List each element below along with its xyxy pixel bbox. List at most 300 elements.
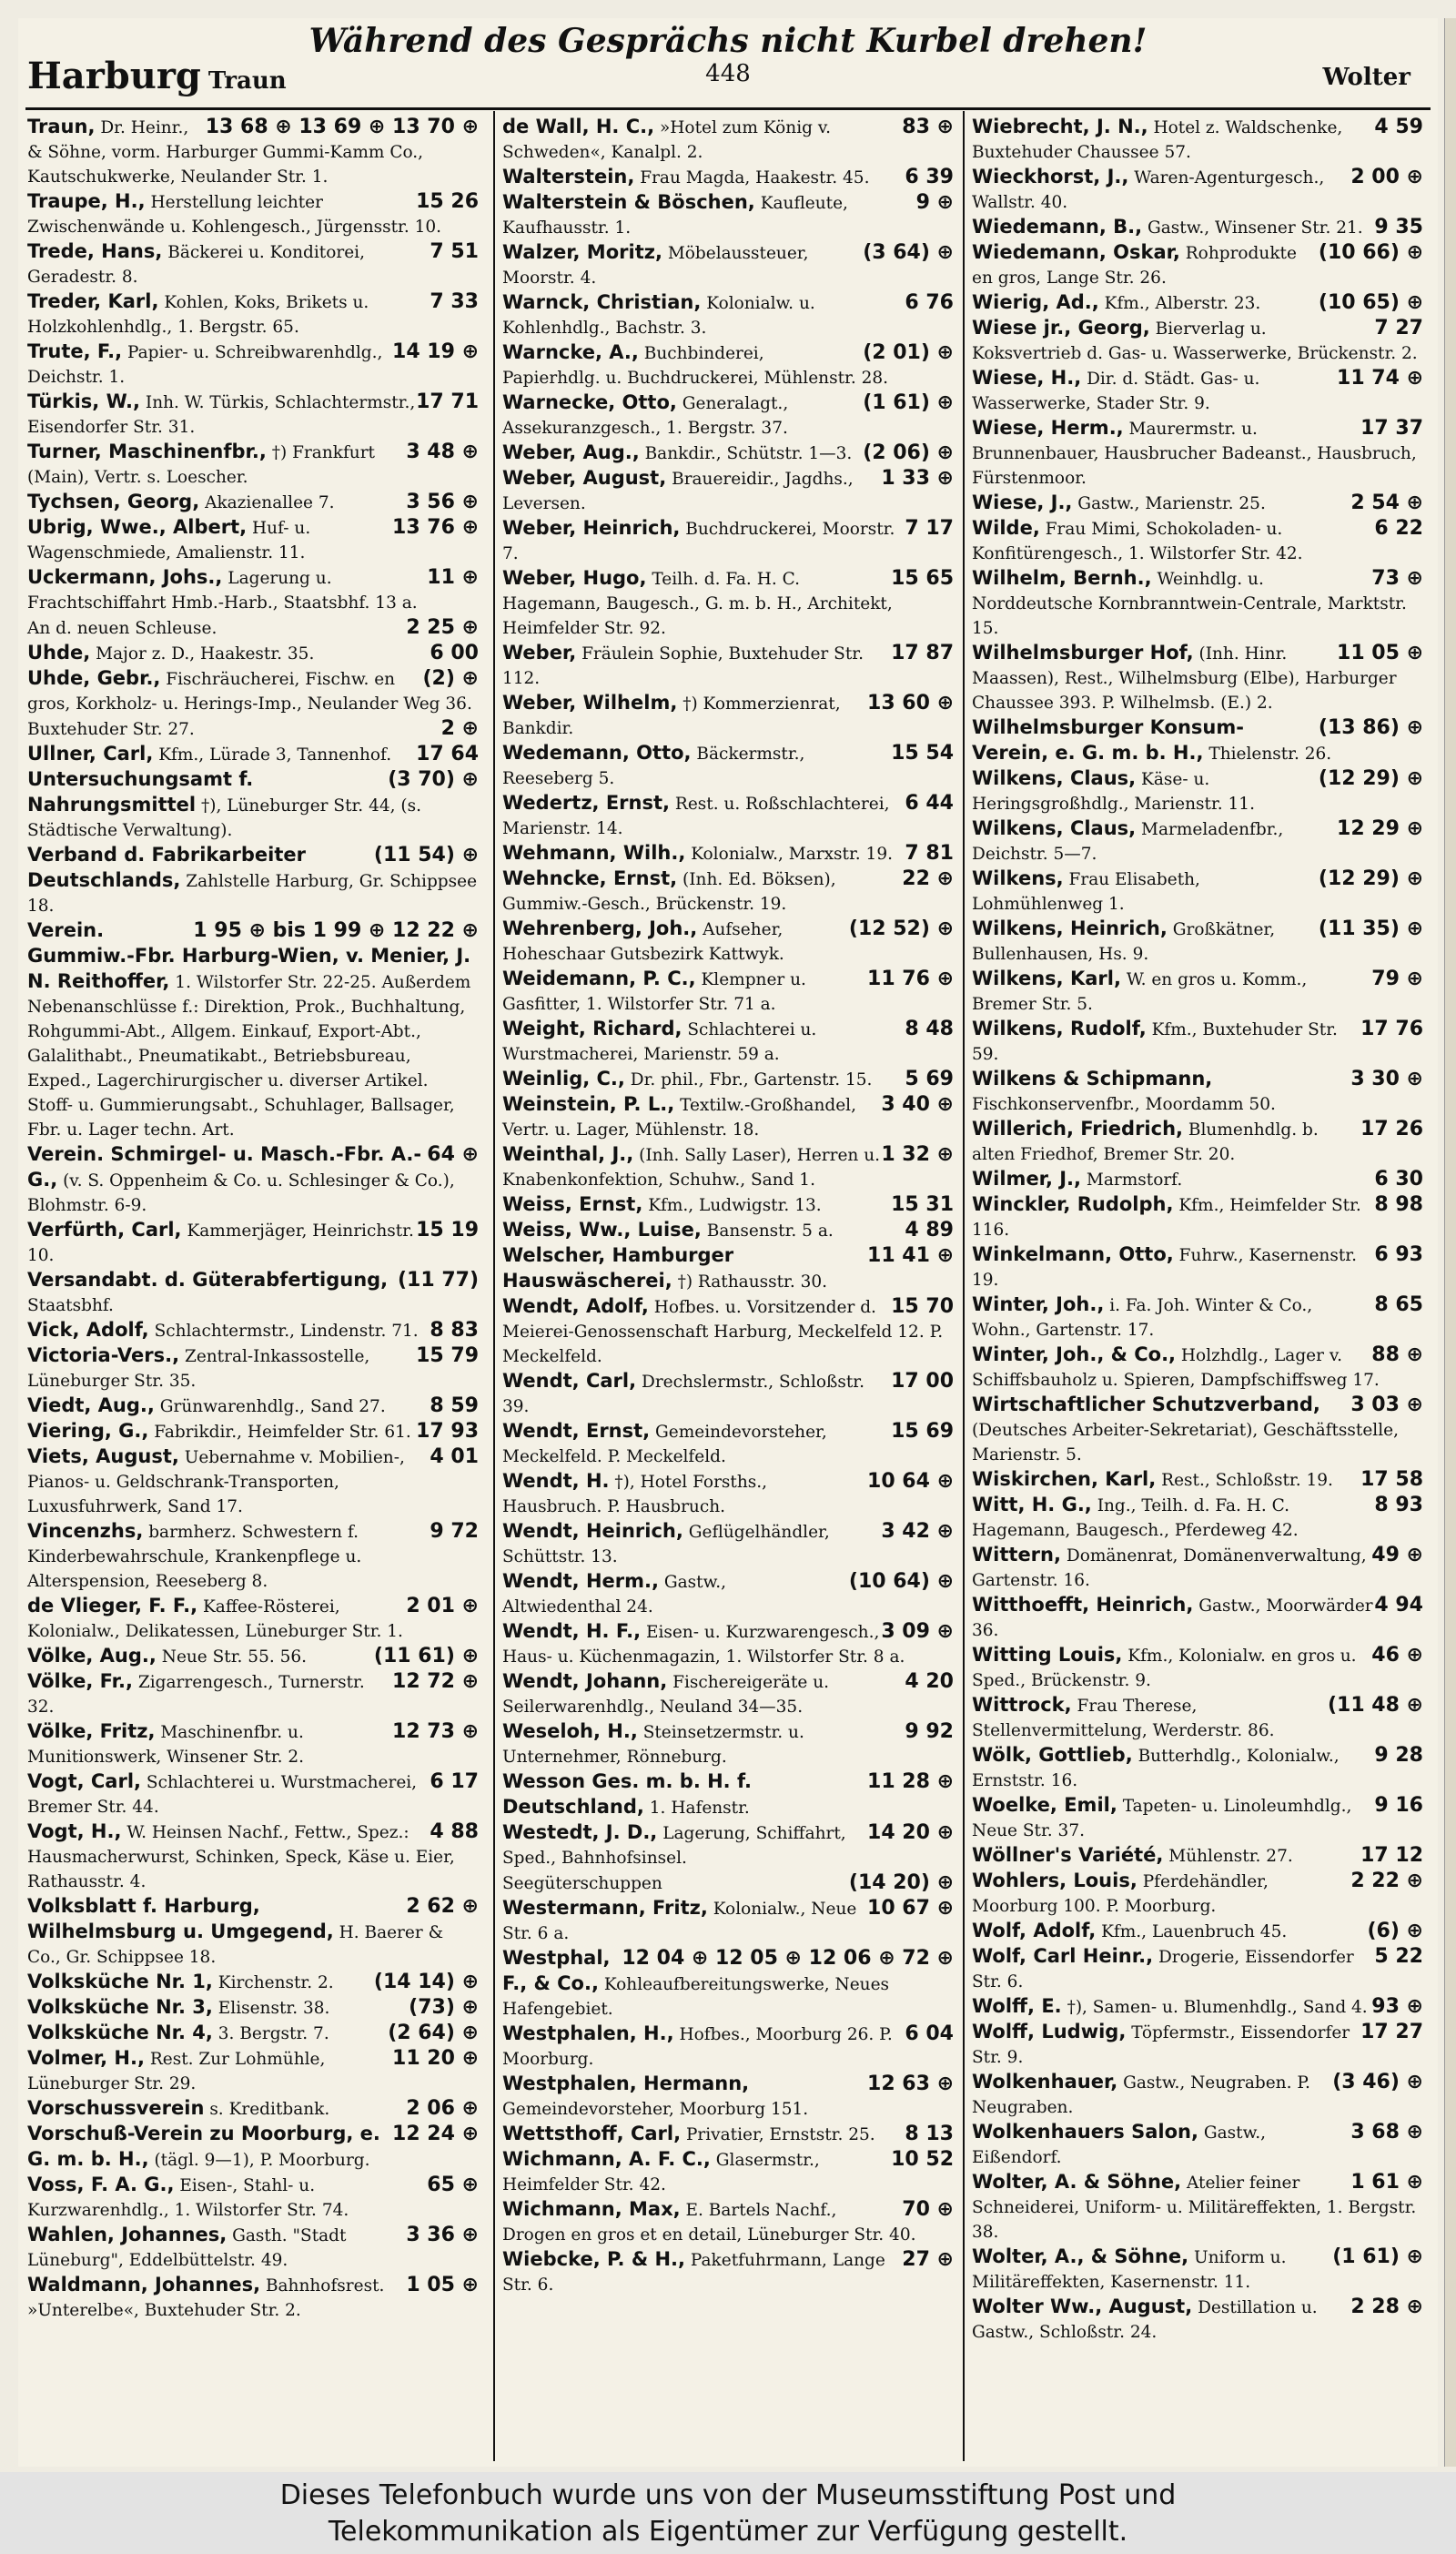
phone-number: (12 29) ⊕ [1318,867,1423,890]
entry-name: Wolter, A., & Söhne, [972,2245,1189,2267]
directory-entry [27,1669,479,1719]
entry-details: (Inh. Ed. Böksen), Gummiw.-Gesch., Brückenstr. 19. [502,870,836,914]
entry-name: Winckler, Rudolph, [972,1193,1174,1215]
entry-details: †), Hotel Forsths., Hausbruch. P. Hausbruch. [502,1473,768,1516]
entry-details: Eisen- u. Kurzwarengesch., Haus- u. Küchenmagazin, 1. Wilstorfer Str. 8 a. [502,1623,905,1667]
phone-number: 6 44 [905,792,954,815]
entry-name: Wilkens, Claus, [972,767,1137,789]
entry-name: Wilkens, Heinrich, [972,917,1168,939]
entry-name: Wolkenhauers Salon, [972,2121,1198,2143]
phone-number: (14 20) ⊕ [848,1871,954,1894]
column-1 [27,115,479,2461]
phone-number: 7 27 [1374,317,1423,340]
entry-name: Tychsen, Georg, [27,491,200,512]
entry-name: Westphalen, H., [502,2022,674,2044]
phone-number: (10 64) ⊕ [848,1570,954,1593]
phone-number: 15 31 [891,1193,954,1216]
entry-name: de Wall, H. C., [502,116,655,137]
entry-details: Drogerie, Eissendorfer Str. 6. [972,1948,1354,1992]
column-3 [972,115,1423,2461]
entry-details: Rohprodukte en gros, Lange Str. 26. [972,244,1297,288]
entry-name: Traupe, H., [27,190,146,212]
phone-number: 73 ⊕ [1371,567,1423,590]
entry-details: Blumenhdlg. b. alten Friedhof, Bremer Str. 20. [972,1120,1319,1164]
phone-number: 9 72 [430,1520,479,1543]
phone-number: 1 61 ⊕ [1350,2171,1423,2194]
directory-entry [972,641,1423,715]
city-name: Harburg [27,55,201,97]
phone-number: 79 ⊕ [1371,968,1423,990]
phone-number: 11 74 ⊕ [1337,367,1423,390]
directory-entry [27,742,479,767]
entry-details: Schlachterei u. Wurstmacherei, Bremer Str. 44. [27,1773,418,1817]
phone-number: 2 25 ⊕ [406,616,479,639]
directory-entry [27,1318,479,1343]
phone-number: 22 ⊕ [902,867,954,890]
entry-name: Volksblatt f. Harburg, Wilhelmsburg u. Umgegend, [27,1895,334,1942]
phone-number: 13 76 ⊕ [392,516,479,539]
entry-details: Geflügelhändler, Schüttstr. 13. [502,1523,830,1566]
entry-details: Fischereigeräte u. Seilerwarenhdlg., Neuland 34—35. [502,1673,830,1717]
directory-entry [502,1569,954,1619]
directory-entry [502,1294,954,1369]
phone-number: 17 93 [416,1420,479,1443]
entry-name: Treder, Karl, [27,290,159,312]
entry-name: Winter, Joh., [972,1293,1105,1315]
phone-number: 17 64 [416,743,479,765]
directory-entry [972,867,1423,917]
directory-entry [27,716,479,742]
entry-details: Rest. u. Roßschlachterei, Marienstr. 14. [502,795,890,838]
entry-details: Papier- u. Schreibwarenhdlg., Deichstr. 1. [27,343,383,387]
entry-name: Weinlig, C., [502,1068,625,1090]
entry-details: Elisenstr. 38. [217,1999,330,2018]
entry-details: Butterhdlg., Kolonialw., Ernststr. 16. [972,1747,1340,1790]
directory-entry [502,2247,954,2297]
directory-entry [972,766,1423,816]
phone-number: 5 22 [1374,1945,1423,1968]
entry-details: Möbelaussteuer, Moorstr. 4. [502,244,809,288]
phone-number: 9 ⊕ [915,191,954,214]
entry-details: Bansenstr. 5 a. [706,1221,834,1241]
column-divider [493,111,495,2461]
entry-name: Witt, H. G., [972,1494,1092,1515]
entry-name: Wehmann, Wilh., [502,842,686,864]
entry-details: Gastw., Moorwärder 36. [972,1596,1373,1640]
phone-number: 17 71 [416,390,479,413]
phone-number: 2 06 ⊕ [406,2097,479,2120]
entry-details: Marmeladenfbr., Deichstr. 5—7. [972,820,1284,864]
entry-details: Lagerung u. Frachtschiffahrt Hmb.-Harb., Staatsbhf. 13 a. [27,569,418,613]
directory-entry [27,565,479,615]
phone-number: 17 58 [1360,1468,1423,1491]
entry-details: 3. Bergstr. 7. [217,2024,329,2043]
directory-entry [972,1743,1423,1793]
phone-number: 8 59 [430,1394,479,1417]
entry-details: Kfm., Buxtehuder Str. 59. [972,1020,1338,1064]
entry-details: Drechslermstr., Schloßstr. 39. [502,1373,864,1416]
entry-details: Weinhdlg. u. Norddeutsche Kornbranntwein-Centrale, Marktstr. 15. [972,570,1407,638]
directory-entry [972,1919,1423,1944]
entry-name: Wilhelmsburger Konsum-Verein, e. G. m. b. H., [972,716,1244,764]
phone-number: 15 69 [891,1420,954,1443]
phone-number: 65 ⊕ [427,2174,479,2196]
entry-name: Warnck, Christian, [502,291,702,313]
entry-details: Kolonialw., Neue Str. 6 a. [502,1900,857,1943]
directory-entry [502,1896,954,1946]
entry-details: †), Lüneburger Str. 44, (s. Städtische Verwaltung). [27,796,421,840]
phone-number: 17 27 [1360,2021,1423,2043]
entry-name: Wettsthoff, Carl, [502,2123,682,2144]
entry-details: Frau Elisabeth, Lohmühlenweg 1. [972,870,1200,914]
directory-entry [502,340,954,390]
entry-name: Verein. Gummiw.-Fbr. Harburg-Wien, v. Menier, J. N. Reithoffer, [27,919,471,992]
entry-name: Walzer, Moritz, [502,241,662,263]
footer-line-2: Telekommunikation als Eigentümer zur Verfügung gestellt. [328,2516,1128,2548]
directory-entry [27,115,479,189]
entry-name: Vick, Adolf, [27,1319,149,1341]
entry-details: (v. S. Oppenheim & Co. u. Schlesinger & Co.), Blohmstr. 6-9. [27,1171,455,1215]
entry-details: Glasermstr., Heimfelder Str. 42. [502,2151,820,2194]
entry-name: Weber, Aug., [502,441,640,463]
entry-details: Kaffee-Rösterei, Kolonialw., Delikatessen, Lüneburger Str. 1. [27,1597,403,1641]
directory-entry [27,1970,479,1995]
entry-name: Wiebrecht, J. N., [972,116,1148,137]
entry-name: Wilkens, Rudolf, [972,1018,1147,1039]
entry-details: Kolonialw. u. Kohlenhdlg., Bachstr. 3. [502,294,815,338]
directory-entry [27,767,479,843]
entry-details: Neue Str. 55. 56. [161,1647,308,1667]
entry-name: Wendt, Herm., [502,1570,659,1592]
entry-name: Warnecke, Otto, [502,391,677,413]
phone-number: 13 68 ⊕ 13 69 ⊕ 13 70 ⊕ [205,116,479,138]
phone-number: 9 35 [1374,216,1423,238]
directory-entry [27,1419,479,1444]
entry-name: Westermann, Fritz, [502,1897,708,1919]
entry-details: Kfm., Lürade 3, Tannenhof. [158,745,392,765]
directory-entry [27,641,479,666]
directory-entry [972,1843,1423,1869]
phone-number: (11 77) [398,1269,479,1292]
entry-details: Schlachtermstr., Lindenstr. 71. [154,1322,419,1341]
directory-entry [972,1242,1423,1292]
entry-name: Wilkens, [972,867,1064,889]
entry-name: Vogt, Carl, [27,1770,142,1792]
phone-number: 3 30 ⊕ [1350,1068,1423,1090]
entry-name: Wendt, Adolf, [502,1295,649,1317]
phone-number: 4 59 [1374,116,1423,138]
directory-entry [27,615,479,641]
entry-name: Weber, [502,642,577,664]
directory-entry [27,289,479,340]
entry-name: Wehrenberg, Joh., [502,917,698,939]
entry-details: Rest., Schloßstr. 19. [1161,1471,1333,1490]
phone-number: (14 14) ⊕ [373,1971,479,1993]
entry-details: Uniform u. Militäreffekten, Kasernenstr. 11. [972,2248,1287,2292]
phone-number: 3 48 ⊕ [406,441,479,463]
directory-entry [27,843,479,918]
entry-details: Gastw., Winsener Str. 21. [1147,218,1363,238]
directory-entry [972,1117,1423,1167]
phone-number: 6 30 [1374,1168,1423,1191]
entry-details: Hotel z. Waldschenke, Buxtehuder Chaussee 57. [972,118,1343,162]
directory-entry [502,2022,954,2072]
directory-entry [502,1092,954,1142]
entry-name: Weiss, Ernst, [502,1193,643,1215]
entry-name: Trede, Hans, [27,240,163,262]
phone-number: 8 48 [905,1018,954,1040]
entry-name: Wolff, E. [972,1995,1062,2017]
directory-entry [27,666,479,716]
phone-number: 14 19 ⊕ [392,340,479,363]
phone-number: 8 93 [1374,1494,1423,1516]
directory-entry [502,1870,954,1896]
entry-name: Wolf, Adolf, [972,1920,1097,1941]
directory-entry [502,1719,954,1769]
entry-details: Zentral-Inkassostelle, Lüneburger Str. 35. [27,1347,370,1391]
directory-entry [972,816,1423,867]
directory-entry [27,1519,479,1594]
directory-entry [27,2223,479,2273]
directory-entry [502,1192,954,1218]
phone-number: 3 09 ⊕ [881,1620,954,1643]
phone-number: 4 94 [1374,1594,1423,1617]
directory-entry [972,1643,1423,1693]
entry-name: Wiedemann, Oskar, [972,241,1180,263]
phone-number: 7 51 [430,240,479,263]
entry-details: Lagerung, Schiffahrt, Sped., Bahnhofsinsel. [502,1824,846,1868]
entry-details: (Inh. Hinr. Maassen), Rest., Wilhelmsburg (Elbe), Harburger Chaussee 393. P. Wilhelmsb. (E.) 2. [972,644,1397,713]
phone-number: (3 46) ⊕ [1332,2071,1423,2093]
directory-entry [502,165,954,190]
entry-details: Paketfuhrmann, Lange Str. 6. [502,2251,885,2295]
directory-entry [502,691,954,741]
entry-details: Domänenrat, Domänenverwaltung, Gartenstr. 16. [972,1546,1367,1590]
directory-entry [502,1469,954,1519]
entry-name: Wiebcke, P. & H., [502,2248,685,2270]
entry-details: Marmstorf. [1086,1171,1183,1190]
entry-details: Huf- u. Wagenschmiede, Amalienstr. 11. [27,519,311,562]
phone-number: (11 35) ⊕ [1318,917,1423,940]
phone-number: 12 24 ⊕ [392,2123,479,2145]
entry-name: Witthoefft, Heinrich, [972,1594,1194,1616]
phone-number: 12 29 ⊕ [1337,817,1423,840]
phone-number: 15 79 [416,1344,479,1367]
entry-name: Viets, August, [27,1445,179,1467]
entry-details: i. Fa. Joh. Winter & Co., Wohn., Gartenstr. 17. [972,1296,1313,1340]
entry-details: Bahnhofsrest. »Unterelbe«, Buxtehuder Str. 2. [27,2276,385,2320]
phone-number: 3 40 ⊕ [881,1093,954,1116]
entry-name: Wilmer, J., [972,1168,1082,1190]
entry-name: Welscher, Hamburger Hauswäscherei, [502,1244,734,1292]
directory-entry [27,1444,479,1519]
entry-details: Frau Mimi, Schokoladen- u. Konfitürengesch., 1. Wilstorfer Str. 42. [972,520,1303,563]
entry-name: Völke, Aug., [27,1645,157,1667]
directory-entry [972,2170,1423,2245]
directory-entry [502,1369,954,1419]
entry-details: Schlachterei u. Wurstmacherei, Marienstr. 59 a. [502,1020,817,1064]
entry-name: Wehncke, Ernst, [502,867,678,889]
entry-details: Zahlstelle Harburg, Gr. Schippsee 18. [27,872,478,916]
entry-name: Türkis, W., [27,390,140,412]
directory-entry [502,2072,954,2122]
phone-number: 15 70 [891,1295,954,1318]
entry-name: Westphalen, Hermann, [502,2073,750,2094]
directory-entry [27,440,479,490]
phone-number: 7 17 [905,517,954,540]
entry-name: Wierig, Ad., [972,291,1099,313]
entry-name: Warncke, A., [502,341,639,363]
entry-details: Käse- u. Heringsgroßhdlg., Marienstr. 11. [972,770,1255,814]
directory-entry [27,2173,479,2223]
phone-number: 10 67 ⊕ [867,1897,954,1920]
directory-entry [972,2070,1423,2120]
phone-number: (11 61) ⊕ [373,1645,479,1667]
entry-name: Weidemann, P. C., [502,968,696,989]
directory-entry [972,1393,1423,1467]
entry-details: W. Heinsen Nachf., Fettw., Spez.: Hausmacherwurst, Schinken, Speck, Käse u. Eier, Rathausstr. 4. [27,1823,455,1891]
directory-entry [27,1719,479,1769]
entry-details: Gastw., Neugraben. P. Neugraben. [972,2073,1310,2117]
entry-name: Wolkenhauer, [972,2071,1118,2093]
phone-number: 15 65 [891,567,954,590]
entry-details: Gemeindevorsteher, Meckelfeld. P. Meckelfeld. [502,1423,827,1466]
directory-entry [502,190,954,240]
phone-number: 3 68 ⊕ [1350,2121,1423,2144]
entry-details: Fischräucherei, Fischw. en gros, Korkholz- u. Herings-Imp., Neulander Weg 36. [27,670,472,714]
directory-entry [27,2122,479,2173]
phone-number: 12 72 ⊕ [392,1670,479,1693]
directory-entry [972,2120,1423,2170]
directory-entry [972,1292,1423,1343]
entry-details: Gemeindevorsteher, Moorburg 151. [502,2100,809,2119]
phone-number: 2 62 ⊕ [406,1895,479,1918]
phone-number: 9 28 [1374,1744,1423,1767]
entry-name: Wiese jr., Georg, [972,317,1150,339]
phone-number: (1 61) ⊕ [1332,2245,1423,2268]
entry-name: Wöllner's Variété, [972,1844,1164,1866]
directory-entry [502,516,954,566]
entry-name: Wittern, [972,1544,1061,1566]
phone-number: 15 54 [891,742,954,765]
phone-number: (2 06) ⊕ [863,441,954,464]
entry-details: Fischkonservenfbr., Moordamm 50. [972,1095,1276,1114]
entry-details: Großkätner, Bullenhausen, Hs. 9. [972,920,1276,964]
entry-details: Dr. phil., Fbr., Gartenstr. 15. [630,1070,873,1090]
directory-entry [972,2295,1423,2345]
entry-details: Gastw., Altwiedenthal 24. [502,1573,727,1617]
entry-details: Pferdehändler, Moorburg 100. P. Moorburg. [972,1872,1269,1916]
entry-name: Vorschuß-Verein zu Moorburg, e. G. m. b. H., [27,2123,380,2170]
directory-entry [502,240,954,290]
entry-name: Weight, Richard, [502,1018,682,1039]
directory-entry [27,1894,479,1970]
phone-number: 3 42 ⊕ [881,1520,954,1543]
directory-entry [502,867,954,917]
entry-details: Bierverlag u. Koksvertrieb d. Gas- u. Wasserwerke, Brückenstr. 2. [972,319,1418,363]
entry-name: Weinstein, P. L., [502,1093,675,1115]
directory-entry [972,566,1423,641]
entry-details: Buxtehuder Str. 27. [27,720,195,739]
directory-entry [27,1394,479,1419]
phone-number: 2 00 ⊕ [1350,166,1423,188]
phone-number: 1 32 ⊕ [881,1143,954,1166]
directory-entry [972,1593,1423,1643]
entry-details: Klempner u. Gasfitter, 1. Wilstorfer Str. 71 a. [502,970,806,1014]
phone-number: 2 22 ⊕ [1350,1870,1423,1892]
entry-details: Kfm., Kolonialw. en gros u. Sped., Brückenstr. 9. [972,1647,1357,1690]
phone-number: 12 73 ⊕ [392,1720,479,1743]
entry-name: Vogt, H., [27,1820,122,1842]
entry-details: Seegüterschuppen [502,1874,662,1893]
directory-entry [502,2147,954,2197]
phone-number: 15 19 [416,1219,479,1242]
phone-number: 3 03 ⊕ [1350,1394,1423,1416]
entry-name: Verband d. Fabrikarbeiter Deutschlands, [27,844,306,891]
directory-entry [972,715,1423,766]
phone-number: 11 41 ⊕ [867,1244,954,1267]
entry-name: Wilde, [972,517,1040,539]
entry-name: Wolff, Ludwig, [972,2021,1127,2042]
entry-details: Gastw., Marienstr. 25. [1077,494,1266,513]
entry-details: Töpfermstr., Eissendorfer Str. 9. [972,2023,1350,2067]
directory-entry [502,741,954,791]
entry-name: Wesson Ges. m. b. H. f. Deutschland, [502,1770,752,1818]
directory-entry [27,1644,479,1669]
entry-details: Textilw.-Großhandel, Vertr. u. Lager, Mühlenstr. 18. [502,1096,856,1140]
entry-details: Uebernahme v. Mobilien-, Pianos- u. Geldschrank-Transporten, Luxusfuhrwerk, Sand 17. [27,1448,405,1516]
entry-name: Wendt, Ernst, [502,1420,651,1442]
phone-number: 17 00 [891,1370,954,1393]
phone-number: (2 01) ⊕ [863,341,954,364]
phone-number: 4 88 [430,1820,479,1843]
entry-name: Weber, Heinrich, [502,517,681,539]
phone-number: 7 33 [430,290,479,313]
entry-details: Teilh. d. Fa. H. C. Hagemann, Baugesch., G. m. b. H., Architekt, Heimfelder Str. 92. [502,570,893,638]
entry-details: Waren-Agenturgesch., Wallstr. 40. [972,168,1325,212]
phone-number: (10 65) ⊕ [1318,291,1423,314]
directory-entry [502,1017,954,1067]
directory-entry [502,841,954,867]
phone-number: (2) ⊕ [422,667,479,690]
entry-name: Traun, [27,116,96,137]
entry-name: Wittrock, [972,1694,1072,1716]
phone-number: 6 76 [905,291,954,314]
directory-entry [27,515,479,565]
entry-details: Frau Magda, Haakestr. 45. [640,168,870,187]
entry-name: Wiese, Herm., [972,417,1124,439]
directory-entry [502,1519,954,1569]
entry-name: Witting Louis, [972,1644,1123,1666]
directory-entry [27,1142,479,1218]
entry-details: Fabrikdir., Heimfelder Str. 61. [154,1423,411,1442]
directory-entry [972,1869,1423,1919]
entry-details: †), Samen- u. Blumenhdlg., Sand 4. [1067,1998,1368,2017]
phone-number: 6 17 [430,1770,479,1793]
entry-name: Viedt, Aug., [27,1394,155,1416]
entry-name: Wolf, Carl Heinr., [972,1945,1154,1967]
entry-name: Untersuchungsamt f. Nahrungsmittel [27,768,254,816]
entry-details: Privatier, Ernststr. 25. [685,2125,875,2144]
entry-details: 1. Hafenstr. [649,1799,750,1818]
entry-details: Hofbes., Moorburg 26. P. Moorburg. [502,2025,893,2069]
directory-entry [27,2096,479,2122]
phone-number: 14 20 ⊕ [867,1821,954,1844]
entry-name: Wendt, Heinrich, [502,1520,683,1542]
entry-name: Wendt, Carl, [502,1370,637,1392]
entry-name: Viering, G., [27,1420,149,1442]
entry-name: Vorschussverein [27,2097,205,2119]
